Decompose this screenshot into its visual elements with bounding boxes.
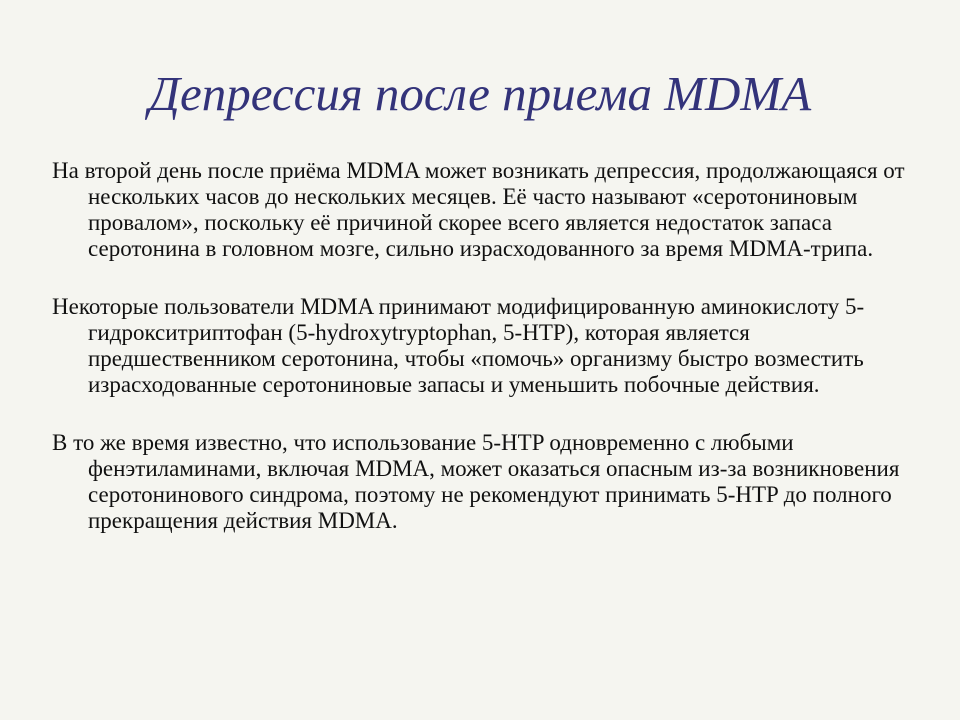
paragraph-1: На второй день после приёма MDMA может возникать депрессия, продолжающаяся от нескольких часов до нескольких месяцев. Её часто называют «серотониновым провалом», поскольку её причиной скорее всего является недостаток запаса серотонина в головном мозге, сильно израсходованного за время MDMA-трипа. — [52, 158, 905, 261]
paragraph-3: В то же время известно, что использование 5-HTP одновременно с любыми фенэтиламинами, включая MDMA, может оказаться опасным из-за возникновения серотонинового синдрома, поэтому не рекомендуют принимать 5-HTP до полного прекращения действия MDMA. — [52, 430, 900, 533]
slide-body — [52, 158, 912, 566]
slide-title: Депрессия после приема MDMA — [148, 66, 812, 121]
paragraph-2: Некоторые пользователи MDMA принимают модифицированную аминокислоту 5-гидрокситриптофан (5-hydroxytryptophan, 5-HTP), которая является предшественником серотонина, чтобы «помочь» организму быстро возместить израсходованные серотониновые запасы и уменьшить побочные действия. — [52, 294, 865, 397]
